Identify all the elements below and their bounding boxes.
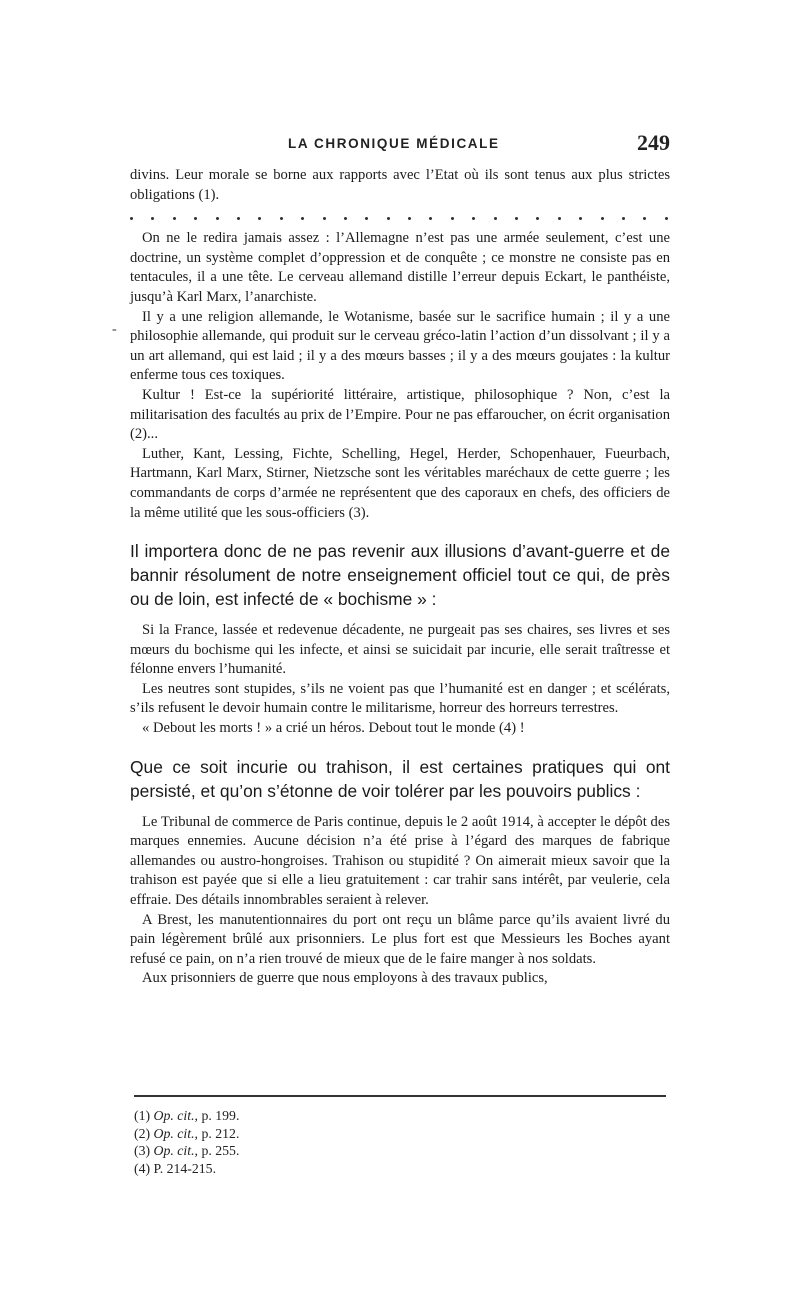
footnote [134, 1142, 434, 1160]
footnote-page: , p. 212. [194, 1125, 240, 1141]
section-heading: Que ce soit incurie ou trahison, il est certaines pratiques qui ont persisté, et qu’on s’étonne de voir tolérer par les pouvoirs publics : [130, 756, 670, 801]
footnote-page: , p. 255. [194, 1143, 240, 1159]
footnote-number: (1) [134, 1108, 151, 1123]
paragraph: On ne le redira jamais assez : l’Allemagne n’est pas une armée seulement, c’est une doctrine, un système complet d’oppression et de conquête ; ce monstre ne consiste pas en tentacules, il a une tête. Le cerveau allemand distille l’erreur depuis Eckart, le panthéiste, jusqu’à Karl Marx, l’anarchiste. [130, 230, 670, 305]
footnote-number: (4) [134, 1160, 151, 1176]
footnote [134, 1125, 434, 1143]
paragraph: Le Tribunal de commerce de Paris continue, depuis le 2 août 1914, à accepter le dépôt des marques ennemies. Aucune décision n’a été prise à l’égard des marques de fabrique allemandes ou austro-hongroises. Trahison ou stupidité ? On aimerait mieux savoir que la trahison est payée que si elle a lieu gratuitement : car trahir sans intérêt, par veulerie, cela effraie. Des détails innombrables seraient à relever. [130, 813, 670, 909]
footnote-ref: Op. cit. [153, 1125, 195, 1141]
body-text [130, 166, 670, 989]
paragraph: Kultur ! Est-ce la supériorité littéraire, artistique, philosophique ? Non, c’est la militarisation des facultés au prix de l’Empire. Pour ne pas effaroucher, on écrit organisation (2)... [130, 386, 670, 443]
footnote-number: (3) [134, 1143, 151, 1159]
paragraph: « Debout les morts ! » a crié un héros. Debout tout le monde (4) ! [142, 720, 525, 737]
paragraph: divins. Leur morale se borne aux rapports avec l’Etat où ils sont tenus aux plus strictes obligations (1). [130, 167, 670, 203]
footnote-number: (2) [134, 1125, 151, 1141]
paragraph: Les neutres sont stupides, s’ils ne voient pas que l’humanité est en danger ; et scélérats, s’ils refusent le devoir humain contre le militarisme, horreur des horreurs terrestres. [130, 680, 670, 717]
footnote [134, 1107, 434, 1125]
paragraph: Il y a une religion allemande, le Wotanisme, basée sur le sacrifice humain ; il y a une philosophie allemande, qui produit sur le cerveau gréco-latin l’action d’un dissolvant ; il y a un art allemand, qui est laid ; il y a des mœurs basses ; il y a des mœurs goujates : la kultur enferme tous ces toxiques. [130, 308, 670, 384]
footnote-rule [134, 1095, 666, 1097]
paragraph: A Brest, les manutentionnaires du port ont reçu un blâme parce qu’ils avaient livré du pain légèrement brûlé aux prisonniers. Le plus fort est que Messieurs les Boches ayant refusé ce pain, on n’a rien trouvé de mieux que de le faire manger à nos soldats. [130, 911, 670, 967]
margin-mark: - [112, 322, 117, 337]
footnotes [134, 1107, 434, 1177]
page-number: 249 [637, 130, 670, 155]
section-heading: Il importera donc de ne pas revenir aux illusions d’avant-guerre et de bannir résolument de notre enseignement officiel tout ce qui, de près ou de loin, est infecté de « bochisme » : [130, 541, 670, 610]
running-title: LA CHRONIQUE MÉDICALE [288, 136, 500, 151]
page-header [130, 130, 670, 160]
paragraph: Si la France, lassée et redevenue décadente, ne purgeait pas ses chaires, ses livres et ses mœurs du bochisme qui les infecte, et ainsi se suicidait par incurie, elle serait traîtresse et félonne envers l’humanité. [130, 622, 670, 678]
footnote-ref: Op. cit. [153, 1143, 195, 1159]
footnote-ref: Op. cit. [153, 1108, 195, 1123]
ellipsis-separator [130, 207, 670, 229]
footnote-page: P. 214-215. [153, 1160, 217, 1176]
paragraph: Luther, Kant, Lessing, Fichte, Schelling, Hegel, Herder, Schopenhauer, Fueurbach, Hartmann, Karl Marx, Stirner, Nietzsche sont les véritables maréchaux de cette guerre ; les commandants de corps d’armée ne représentent que des caporaux en chefs, des officiers de la même utilité que les sous-officiers (3). [130, 445, 670, 521]
paragraph: Aux prisonniers de guerre que nous employons à des travaux publics, [142, 970, 548, 987]
footnote [134, 1160, 434, 1178]
footnote-page: , p. 199. [194, 1108, 240, 1123]
